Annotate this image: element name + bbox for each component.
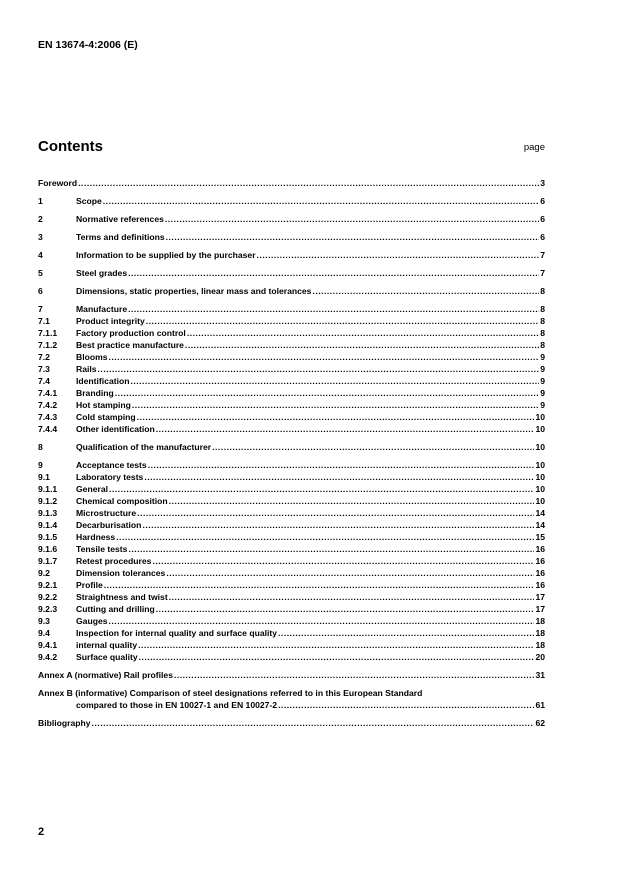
toc-entry[interactable]	[38, 315, 545, 327]
dot-leader	[165, 213, 539, 225]
toc-entry-title: Product integrity	[76, 316, 145, 326]
toc-entry-title: Surface quality	[76, 652, 138, 662]
toc-entry-page: 10	[535, 412, 545, 422]
toc-entry-number: 9.1.1	[38, 484, 58, 494]
toc-entry-page: 14	[535, 520, 545, 530]
toc-entry-title: Inspection for internal quality and surface quality	[76, 628, 278, 638]
toc-entry-title: Bibliography	[38, 718, 91, 728]
toc-entry-number: 8	[38, 442, 43, 452]
toc-entry-page: 9	[540, 352, 545, 362]
dot-leader	[103, 195, 539, 207]
toc-entry-page: 8	[540, 304, 545, 314]
toc-entry-page: 10	[535, 442, 545, 452]
dot-leader	[130, 375, 539, 387]
toc-entry-bibliography[interactable]	[38, 717, 545, 729]
toc-entry[interactable]	[38, 195, 545, 207]
toc-entry-page: 61	[535, 700, 545, 710]
toc-entry-page: 18	[535, 628, 545, 638]
dot-leader	[115, 387, 540, 399]
toc-entry-number: 9.2.1	[38, 580, 58, 590]
dot-leader	[109, 615, 535, 627]
toc-entry-page: 20	[535, 652, 545, 662]
dot-leader	[152, 555, 534, 567]
toc-entry[interactable]	[38, 651, 545, 663]
toc-entry[interactable]	[38, 543, 545, 555]
toc-entry-title: Decarburisation	[76, 520, 142, 530]
toc-entry-title: Acceptance tests	[76, 460, 147, 470]
toc-entry-title: Annex A (normative) Rail profiles	[38, 670, 173, 680]
toc-entry-title: Blooms	[76, 352, 108, 362]
toc-entry-page: 8	[540, 286, 545, 296]
toc-entry[interactable]	[38, 249, 545, 261]
toc-entry-title: Dimension tolerances	[76, 568, 166, 578]
toc-entry-number: 9.2	[38, 568, 50, 578]
toc-entry[interactable]	[38, 519, 545, 531]
toc-entry-title-line2: compared to those in EN 10027-1 and EN 10027-2	[76, 700, 278, 710]
toc-entry[interactable]	[38, 627, 545, 639]
dot-leader	[156, 423, 535, 435]
contents-heading: Contents	[38, 138, 103, 155]
toc-entry-number: 7.4.3	[38, 412, 58, 422]
toc-entry-number: 7.4	[38, 376, 50, 386]
dot-leader	[104, 579, 535, 591]
dot-leader	[169, 591, 535, 603]
dot-leader	[116, 531, 534, 543]
toc-entry-title: Factory production control	[76, 328, 186, 338]
toc-entry-page: 8	[540, 316, 545, 326]
toc-entry-title: Cutting and drilling	[76, 604, 155, 614]
toc-entry-title: Manufacture	[76, 304, 128, 314]
toc-entry-title: General	[76, 484, 109, 494]
toc-entry-title: Normative references	[76, 214, 164, 224]
toc-entry-page: 3	[540, 178, 545, 188]
toc-entry-page: 10	[535, 472, 545, 482]
toc-entry[interactable]	[38, 213, 545, 225]
toc-entry-title: Rails	[76, 364, 97, 374]
toc-entry[interactable]	[38, 423, 545, 435]
toc-entry-number: 9	[38, 460, 43, 470]
toc-entry-number: 9.1	[38, 472, 50, 482]
toc-entry-number: 3	[38, 232, 43, 242]
dot-leader	[187, 327, 539, 339]
dot-leader	[142, 519, 534, 531]
toc-entry[interactable]	[38, 387, 545, 399]
toc-entry-title: Profile	[76, 580, 103, 590]
toc-entry-number: 9.1.4	[38, 520, 58, 530]
toc-entry-page: 17	[535, 592, 545, 602]
toc-entry[interactable]	[38, 615, 545, 627]
toc-entry-page: 6	[540, 214, 545, 224]
toc-entry[interactable]	[38, 441, 545, 453]
toc-entry-number: 7.1	[38, 316, 50, 326]
toc-entry-title: Scope	[76, 196, 102, 206]
toc-entry[interactable]	[38, 531, 545, 543]
dot-leader	[144, 471, 534, 483]
toc-entry-annex-b[interactable]	[38, 687, 545, 711]
toc-entry-page: 31	[535, 670, 545, 680]
dot-leader	[78, 177, 539, 189]
dot-leader	[109, 351, 540, 363]
toc-entry-number: 7.4.1	[38, 388, 58, 398]
toc-entry-title: Laboratory tests	[76, 472, 144, 482]
toc-entry[interactable]	[38, 591, 545, 603]
toc-entry-title: Hot stamping	[76, 400, 131, 410]
toc-entry-number: 9.1.3	[38, 508, 58, 518]
toc-entry-number: 6	[38, 286, 43, 296]
toc-entry-number: 9.1.7	[38, 556, 58, 566]
toc-entry[interactable]	[38, 567, 545, 579]
toc-entry-title: Gauges	[76, 616, 108, 626]
dot-leader	[128, 303, 539, 315]
dot-leader	[109, 483, 534, 495]
toc-entry-number: 9.4	[38, 628, 50, 638]
toc-entry[interactable]	[38, 327, 545, 339]
toc-entry-page: 9	[540, 400, 545, 410]
toc-entry[interactable]	[38, 267, 545, 279]
toc-entry-title: Steel grades	[76, 268, 128, 278]
toc-entry-page: 62	[535, 718, 545, 728]
dot-leader	[166, 231, 540, 243]
toc-entry-title: Qualification of the manufacturer	[76, 442, 212, 452]
dot-leader	[132, 399, 539, 411]
toc-entry-title: Cold stamping	[76, 412, 136, 422]
toc-entry-page: 9	[540, 364, 545, 374]
toc-entry-title: Chemical composition	[76, 496, 168, 506]
dot-leader	[92, 717, 535, 729]
dot-leader	[278, 699, 534, 711]
toc-entry-title: Information to be supplied by the purchaser	[76, 250, 256, 260]
toc-entry-number: 9.3	[38, 616, 50, 626]
toc-entry-number: 9.1.6	[38, 544, 58, 554]
toc-entry-page: 9	[540, 388, 545, 398]
toc-entry-page: 7	[540, 268, 545, 278]
toc-entry-title: Dimensions, static properties, linear mass and tolerances	[76, 286, 312, 296]
toc-entry-number: 9.4.2	[38, 652, 58, 662]
dot-leader	[98, 363, 540, 375]
dot-leader	[212, 441, 534, 453]
toc-entry-number: 4	[38, 250, 43, 260]
toc-entry-page: 6	[540, 232, 545, 242]
page-column-label: page	[523, 142, 545, 153]
dot-leader	[257, 249, 540, 261]
toc-entry-title: Annex B (informative) Comparison of steel designations referred to in this European Standard	[38, 688, 423, 698]
toc-entry-title: Other identification	[76, 424, 155, 434]
toc-entry-title: Branding	[76, 388, 114, 398]
toc-entry[interactable]	[38, 177, 545, 189]
toc-entry-title: Identification	[76, 376, 130, 386]
toc-entry-number: 7.1.1	[38, 328, 58, 338]
dot-leader	[128, 267, 539, 279]
toc-entry-page: 16	[535, 568, 545, 578]
toc-entry[interactable]	[38, 471, 545, 483]
toc-entry-number: 9.2.2	[38, 592, 58, 602]
toc-entry[interactable]	[38, 351, 545, 363]
toc-entry-number: 7	[38, 304, 43, 314]
toc-entry-page: 16	[535, 580, 545, 590]
toc-entry[interactable]	[38, 363, 545, 375]
toc-entry[interactable]	[38, 669, 545, 681]
toc-entry-page: 16	[535, 544, 545, 554]
dot-leader	[174, 669, 534, 681]
toc-entry[interactable]	[38, 603, 545, 615]
toc-entry[interactable]	[38, 285, 545, 297]
dot-leader	[156, 603, 535, 615]
toc-entry-number: 7.2	[38, 352, 50, 362]
toc-entry[interactable]	[38, 579, 545, 591]
toc-entry-number: 7.4.2	[38, 400, 58, 410]
toc-entry-page: 10	[535, 424, 545, 434]
toc-entry-number: 7.3	[38, 364, 50, 374]
toc-entry-page: 18	[535, 640, 545, 650]
dot-leader	[138, 639, 534, 651]
toc-entry-page: 14	[535, 508, 545, 518]
toc-entry-title: Foreword	[38, 178, 78, 188]
toc-entry[interactable]	[38, 483, 545, 495]
toc-entry-number: 7.1.2	[38, 340, 58, 350]
toc-entry[interactable]	[38, 495, 545, 507]
toc-entry[interactable]	[38, 639, 545, 651]
page-number: 2	[38, 826, 45, 838]
dot-leader	[139, 651, 535, 663]
toc-entry[interactable]	[38, 231, 545, 243]
toc-entry-page: 16	[535, 556, 545, 566]
toc-entry-number: 1	[38, 196, 43, 206]
toc-entry[interactable]	[38, 459, 545, 471]
toc-entry-page: 10	[535, 496, 545, 506]
toc-entry-page: 7	[540, 250, 545, 260]
toc-entry-number: 7.4.4	[38, 424, 58, 434]
toc-entry-number: 5	[38, 268, 43, 278]
toc-entry-title: Retest procedures	[76, 556, 152, 566]
toc-entry-title: Straightness and twist	[76, 592, 168, 602]
dot-leader	[166, 567, 534, 579]
dot-leader	[169, 495, 535, 507]
toc-entry-number: 9.1.2	[38, 496, 58, 506]
toc-entry[interactable]	[38, 303, 545, 315]
toc-entry-page: 9	[540, 376, 545, 386]
toc-entry-title: internal quality	[76, 640, 138, 650]
toc-entry[interactable]	[38, 375, 545, 387]
toc-entry-title: Microstructure	[76, 508, 137, 518]
toc-entry-page: 6	[540, 196, 545, 206]
toc-entry-page: 10	[535, 484, 545, 494]
dot-leader	[148, 459, 535, 471]
dot-leader	[137, 507, 534, 519]
toc-entry-number: 2	[38, 214, 43, 224]
toc-entry-page: 8	[540, 340, 545, 350]
toc-entry[interactable]	[38, 555, 545, 567]
table-of-contents	[38, 177, 545, 729]
toc-entry-title: Terms and definitions	[76, 232, 165, 242]
dot-leader	[137, 411, 535, 423]
toc-entry[interactable]	[38, 411, 545, 423]
toc-entry-number: 9.4.1	[38, 640, 58, 650]
toc-entry[interactable]	[38, 399, 545, 411]
toc-entry-title: Tensile tests	[76, 544, 128, 554]
dot-leader	[312, 285, 539, 297]
toc-entry-title: Best practice manufacture	[76, 340, 184, 350]
toc-entry-page: 15	[535, 532, 545, 542]
toc-entry-page: 18	[535, 616, 545, 626]
toc-entry-title: Hardness	[76, 532, 116, 542]
toc-entry-page: 17	[535, 604, 545, 614]
toc-entry-number: 9.1.5	[38, 532, 58, 542]
toc-entry[interactable]	[38, 339, 545, 351]
dot-leader	[278, 627, 534, 639]
toc-entry-number: 9.2.3	[38, 604, 58, 614]
dot-leader	[146, 315, 539, 327]
dot-leader	[185, 339, 539, 351]
document-identifier: EN 13674-4:2006 (E)	[38, 39, 138, 51]
toc-entry-page: 8	[540, 328, 545, 338]
dot-leader	[128, 543, 534, 555]
toc-entry[interactable]	[38, 507, 545, 519]
toc-entry-page: 10	[535, 460, 545, 470]
toc-entry-title-continued	[38, 699, 545, 711]
